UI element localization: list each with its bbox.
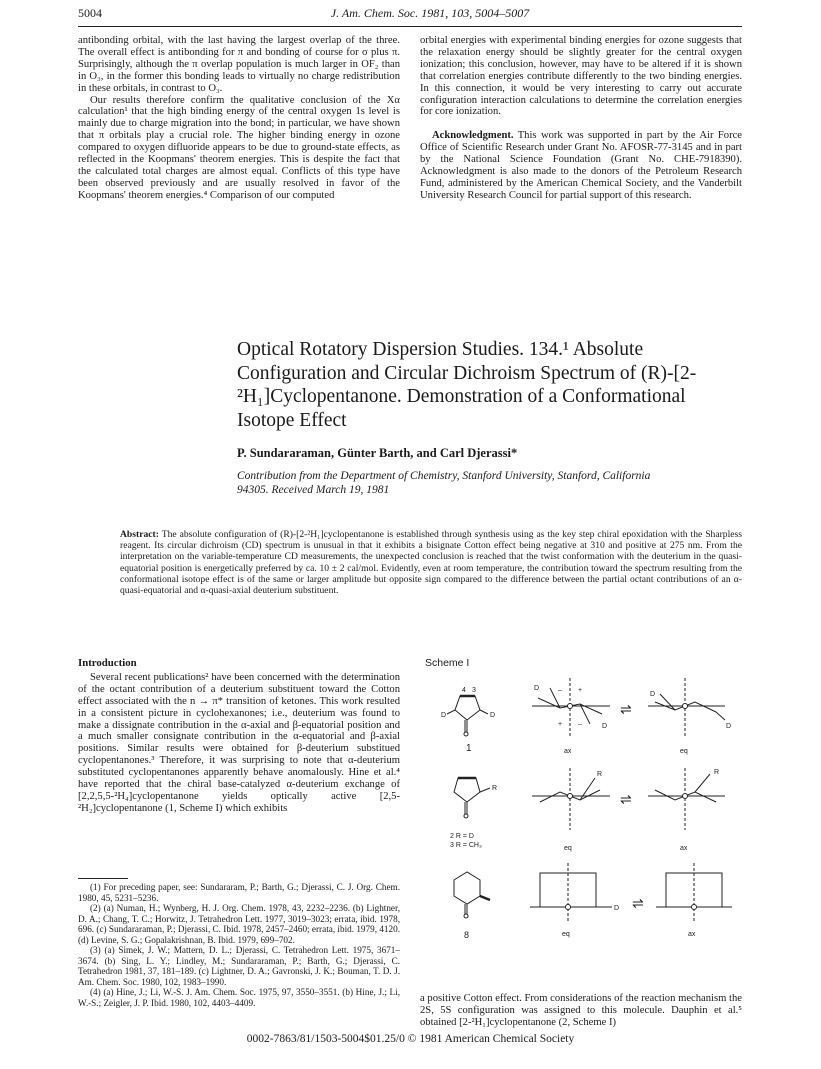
atom-label: 3	[472, 687, 476, 694]
equilibrium-arrow: ⇌	[620, 791, 632, 807]
atom-label: D	[614, 905, 620, 912]
conformer-label: eq	[564, 845, 572, 852]
atom-label: D	[726, 723, 732, 730]
atom-label: R	[597, 771, 603, 778]
conformer-label: eq	[562, 931, 570, 938]
acknowledgment	[420, 130, 742, 201]
compound-8-label: 8	[464, 930, 470, 940]
paragraph: Several recent publications² have been concerned with the determination of the octant contribution of a deuterium substituent toward the Cotton effect associated with the n → π* transition of ketones. This work resulted in a consistent picture in cyclohexanones; i.e., deuterium was found to make a dissignate contribution in the α-axial and β-equatorial position and a much smaller consignate contribution in the α-equatorial and β-axial positions. Similar results were obtained for β-deuterium substitued cyclopentanones.³ Therefore, it was surprising to note that α-deuterium substituted cyclopentanones apparently behave anomalously. Hine et al.⁴ have reported that the chiral base-catalyzed α-deuterium exchange of [2,2,5,5-²H₄]cyclopentanone yields optically active [2,5-²H₂]cyclopentanone (1, Scheme I) which exhibits	[78, 671, 400, 814]
sign-label: +	[578, 687, 583, 694]
copyright-footer: 0002-7863/81/1503-5004$01.25/0 © 1981 American Chemical Society	[246, 1033, 575, 1045]
footnote: (2) (a) Numan, H.; Wynberg, H. J. Org. Chem. 1978, 43, 2232–2236. (b) Lightner, D. A.; Chang, T. C.; Horwitz, J. Tetrahedron Lett. 1977, 3019–3023; errata, ibid. 1978, 696. (c) Sundararaman, P.; Djerassi, C. Ibid. 1978, 2457–2460; errata, ibid. 1979, 4120. (d) Levine, S. G.; Gopalakrishnan, B. Ibid. 1979, 699–702.	[78, 903, 400, 945]
compound-3-label: 3 R = CH₃	[450, 842, 482, 849]
footnote: (4) (a) Hine, J.; Li, W.-S. J. Am. Chem. Soc. 1975, 97, 3550–3551. (b) Hine, J.; Li, W.-S.; Zeigler, J. P. Ibid. 1980, 102, 4403–4409.	[78, 987, 400, 1008]
page-number: 5004	[78, 6, 102, 20]
atom-label: D	[441, 712, 447, 719]
ack-heading: Acknowledgment.	[432, 130, 514, 142]
conformer-label: eq	[680, 748, 688, 755]
conformer-label: ax	[688, 931, 696, 938]
ack-text: This work was supported in part by the Air Force Office of Scientific Research under Grant No. AFOSR-77-3145 and in part by the National Science Foundation (Grant No. CHE-7918390). Acknowledgment is also made to the donors of the Petroleum Research Fund, administered by the American Chemical Society, and the Vanderbilt University Research Council for partial support of this research.	[420, 130, 742, 201]
journal-header: J. Am. Chem. Soc. 1981, 103, 5004–5007	[330, 6, 530, 20]
octant-projection-eq	[648, 678, 725, 736]
atom-label: 4	[462, 687, 466, 694]
octant-projection-eq-3	[530, 863, 612, 923]
affiliation: Contribution from the Department of Chemistry, Stanford University, Stanford, California 94305. Received March 19, 1981	[237, 470, 651, 496]
atom-label: R	[714, 769, 720, 776]
header-rule	[78, 26, 742, 27]
footnote: (3) (a) Simek, J. W.; Mattern, D. L.; Djerassi, C. Tetrahedron Lett. 1975, 3671–3674. (b) Sing, L. Y.; Lindley, M.; Sundararaman, P.; Barth, G.; Djerassi, C. Tetrahedron 1981, 37, 181–189. (c) Lightner, D. A.; Gavronski, J. K.; Bouman, T. D. J. Am. Chem. Soc. 1980, 102, 1983–1990.	[78, 945, 400, 987]
abstract-heading: Abstract:	[120, 529, 159, 540]
introduction	[78, 658, 400, 815]
paragraph: antibonding orbital, with the last having the largest overlap of the three. The overall effect is antibonding for π and bonding of course for σ plus π. Surprisingly, although the π overlap population is much larger in OF₂ than in O₃, in the former this bonding leads to virtually no charge redistribution in these orbitals, in contrast to O₃.	[78, 35, 400, 94]
right-column-continuation: a positive Cotton effect. From considerations of the reaction mechanism the 2S, 5S configuration was assigned to this molecule. Dauphin et al.⁵ obtained [2-²H₁]cyclopentanone (2, Scheme I)	[420, 993, 742, 1028]
footnote: (1) For preceding paper, see: Sundararam, P.; Barth, G.; Djerassi, C. J. Org. Chem. 1980, 45, 5231–5236.	[78, 882, 400, 903]
section-heading: Introduction	[78, 657, 137, 669]
compound-2-label: 2 R = D	[450, 833, 474, 840]
paragraph: orbital energies with experimental binding energies for ozone suggests that the relaxation energy should be slightly greater for the central oxygen ionization; this conclusion, however, may have to be altered if it is shown that correlation energies contribute differently to the two binding energies. In this connection, it would be very interesting to carry out accurate configuration interaction calculations to determine the correlation energies for core ionization.	[420, 35, 742, 118]
sign-label: +	[558, 721, 563, 728]
footnotes	[78, 882, 400, 1008]
compound-1-structure	[447, 696, 488, 736]
top-left-column	[78, 35, 400, 202]
abstract	[120, 529, 742, 596]
conformer-label: ax	[680, 845, 688, 852]
equilibrium-arrow: ⇌	[620, 701, 632, 717]
octant-projection-ax-3	[656, 863, 732, 923]
compound-8-structure	[454, 872, 490, 918]
compound-2-structure	[454, 778, 490, 818]
octant-projection-ax-2	[648, 768, 725, 830]
article-title: Optical Rotatory Dispersion Studies. 134.¹ Absolute Configuration and Circular Dichroism Spectrum of (R)-[2-²H₁]Cyclopentanone. Demonstration of a Conformational Isotope Effect	[237, 339, 697, 431]
equilibrium-arrow: ⇌	[632, 895, 644, 911]
conformer-label: ax	[564, 748, 572, 755]
atom-label: D	[602, 723, 608, 730]
footnote-rule	[78, 878, 128, 879]
atom-label: R	[492, 785, 498, 792]
sign-label: –	[558, 687, 562, 694]
atom-label: D	[490, 712, 496, 719]
atom-label: D	[534, 685, 540, 692]
top-right-column	[420, 35, 742, 202]
atom-label: D	[650, 691, 656, 698]
compound-1-label: 1	[466, 743, 472, 754]
paragraph: Our results therefore confirm the qualitative conclusion of the Xα calculation¹ that the high binding energy of the central oxygen 1s level is mainly due to charge migration into the bond; in particular, we have shown that π orbitals play a crucial role. The higher binding energy in ozone compared to oxygen difluoride appears to be due to ground-state effects, as reflected in the Koopmans' theorem energies. This is despite the fact that the calculated total charges are almost equal. Conflicts of this type have been observed previously and are usually resolved in favor of the Koopmans' theorem energies.⁴ Comparison of our computed	[78, 94, 400, 201]
scheme-figure	[420, 668, 745, 962]
abstract-text: The absolute configuration of (R)-[2-²H₁]cyclopentanone is established through synthesis using as the key step chiral epoxidation with the Sharpless reagent. Its circular dichroism (CD) spectrum is unusual in that it exhibits a bisignate Cotton effect being negative at 310 and positive at 275 nm. From the interpretation on the variable-temperature CD measurements, the unexpected conclusion is reached that the twist conformation with the deuterium in the quasi-equatorial position is energetically preferred by ca. 10 ± 2 cal/mol. Evidently, even at room temperature, the contribution toward the spectrum resulting from the conformational isotope effect is of the same or larger amplitude but opposite sign compared to the difference between the partial octant contributions of an α-quasi-equatorial and α-quasi-axial deuterium substituent.	[120, 529, 742, 597]
octant-projection-ax	[532, 678, 610, 736]
scheme-label: Scheme I	[425, 657, 470, 669]
sign-label: –	[578, 721, 582, 728]
authors: P. Sundararaman, Günter Barth, and Carl Djerassi*	[237, 446, 518, 460]
